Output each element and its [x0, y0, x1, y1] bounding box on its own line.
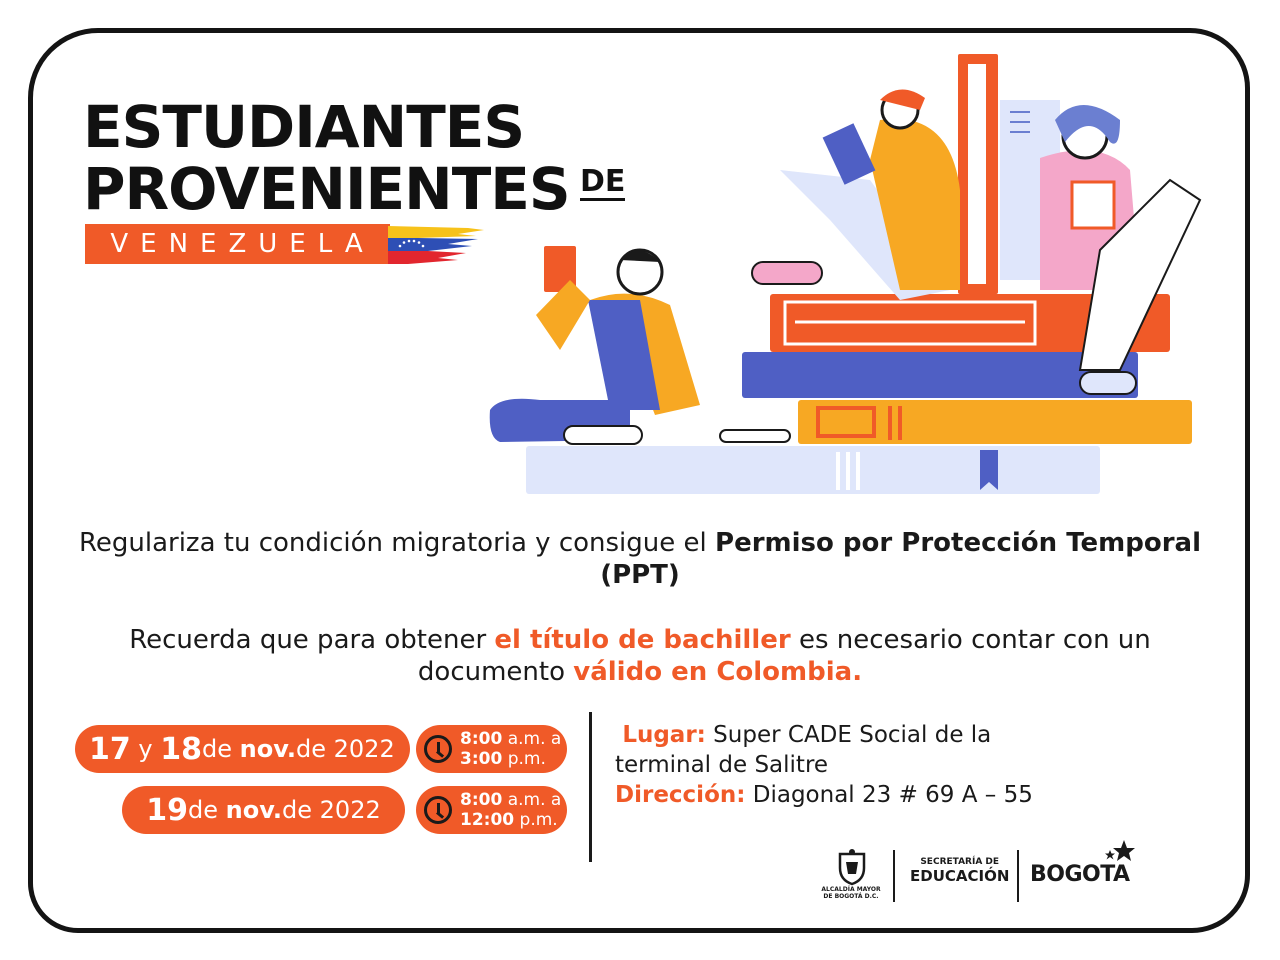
paragraph-permiso — [60, 527, 1220, 591]
place-value-2: terminal de Salitre — [615, 752, 829, 778]
time-end: 3:00 — [460, 749, 503, 769]
date-day: 19 — [146, 792, 188, 828]
date-de-1: de — [188, 796, 218, 824]
p1-bold: Permiso por Protección Temporal (PPT) — [600, 528, 1201, 590]
time-start: 8:00 — [460, 729, 503, 749]
venezuela-flag-icon — [388, 224, 488, 266]
place-label: Lugar: — [622, 722, 706, 748]
p2-text-a: Recuerda que para obtener — [129, 625, 495, 655]
title-de: DE — [580, 164, 626, 199]
logo-separator — [893, 850, 895, 902]
date-day-a: 17 — [89, 731, 131, 767]
time-start-suffix: a.m. a — [502, 729, 562, 749]
paragraph-titulo — [60, 624, 1220, 688]
date-de-1: de — [201, 735, 232, 763]
time-pill-1 — [416, 725, 567, 773]
date-day-b: 18 — [160, 731, 202, 767]
alcaldia-line-1: ALCALDÍA MAYOR — [821, 886, 881, 893]
bogota-logo: BOGOTA — [1030, 862, 1130, 887]
bogota-coat-of-arms-icon — [834, 848, 870, 886]
students-reading-illustration — [480, 50, 1210, 500]
alcaldia-line-2: DE BOGOTÁ D.C. — [823, 893, 879, 901]
time-end-suffix: p.m. — [514, 810, 558, 830]
time-start-suffix: a.m. a — [502, 790, 562, 810]
date-year: de 2022 — [282, 796, 381, 824]
alcaldia-label — [818, 886, 884, 900]
time-end: 12:00 — [460, 810, 515, 830]
date-pill-2 — [122, 786, 405, 834]
divider-line — [589, 712, 592, 862]
time-range-2 — [460, 790, 561, 830]
country-banner: VENEZUELA — [85, 224, 390, 264]
p2-highlight-valido: válido en Colombia. — [573, 657, 863, 687]
date-y: y — [138, 735, 153, 763]
date-year: de 2022 — [296, 735, 395, 763]
address-label: Dirección: — [615, 782, 746, 808]
location-block — [615, 720, 1033, 810]
time-pill-2 — [416, 786, 567, 834]
time-start: 8:00 — [460, 790, 503, 810]
clock-icon — [424, 796, 452, 824]
time-range-1 — [460, 729, 561, 769]
clock-icon — [424, 735, 452, 763]
time-end-suffix: p.m. — [502, 749, 546, 769]
title-line-2: PROVENIENTES — [83, 155, 570, 223]
logo-separator — [1017, 850, 1019, 902]
secretaria-logo — [910, 858, 1009, 884]
title-line-1: ESTUDIANTES — [83, 93, 525, 161]
date-month: nov. — [225, 796, 283, 824]
p2-text-c: es necesario contar con un documento — [417, 625, 1151, 687]
p2-highlight-titulo: el título de bachiller — [494, 625, 791, 655]
address-value: Diagonal 23 # 69 A – 55 — [745, 782, 1033, 808]
secretaria-line-1: SECRETARÍA DE — [920, 857, 1000, 867]
date-month: nov. — [239, 735, 297, 763]
place-value: Super CADE Social de la — [705, 722, 992, 748]
date-pill-1 — [75, 725, 410, 773]
star-icon — [1104, 838, 1138, 864]
secretaria-line-2: EDUCACIÓN — [910, 866, 1010, 885]
p1-text: Regulariza tu condición migratoria y consigue el — [78, 528, 716, 558]
